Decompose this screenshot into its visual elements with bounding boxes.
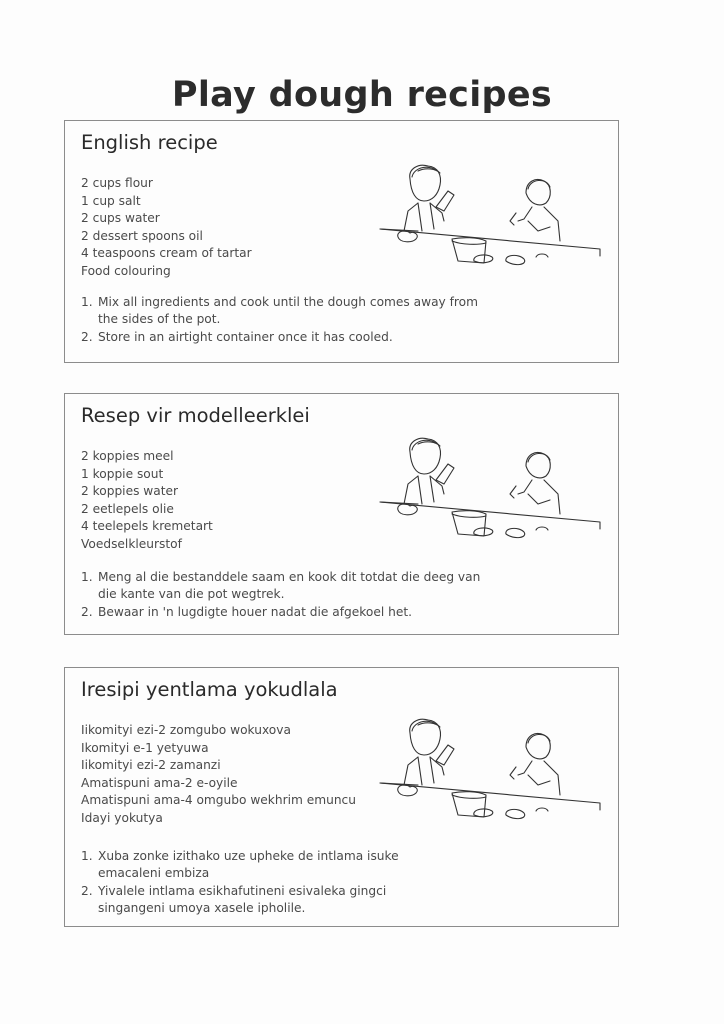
ingredient-item: 1 koppie sout (81, 466, 164, 481)
method-step (81, 604, 501, 621)
method-step (81, 329, 481, 346)
recipe-box-xhosa (64, 667, 619, 927)
children-playing-with-dough-icon (378, 710, 610, 870)
step-number: 1. (81, 295, 93, 309)
step-number: 2. (81, 604, 93, 619)
step-text: Mix all ingredients and cook until the dough comes away from the sides of the pot. (98, 295, 478, 327)
ingredient-item: 1 cup salt (81, 193, 141, 208)
ingredient-item: Ikomityi e-1 yetyuwa (81, 740, 209, 755)
step-number: 2. (81, 883, 93, 898)
step-text: Bewaar in 'n lugdigte houer nadat die afgekoel het. (98, 604, 412, 619)
method-step (81, 883, 411, 918)
ingredient-item: 4 teelepels kremetart (81, 519, 213, 534)
recipe-title: English recipe (81, 131, 218, 154)
step-text: Yivalele intlama esikhafutineni esivaleka gingci singangeni umoya xasele ipholile. (98, 883, 387, 916)
ingredient-item: 2 eetlepels olie (81, 501, 174, 516)
ingredient-item: Idayi yokutya (81, 810, 163, 825)
ingredient-list (81, 448, 213, 554)
page-title: Play dough recipes (171, 75, 553, 116)
step-text: Xuba zonke izithako uze upheke de intlama isuke emacaleni embiza (98, 849, 399, 881)
ingredient-item: Iikomityi ezi-2 zomgubo wokuxova (81, 723, 291, 737)
ingredient-item: Food colouring (81, 263, 171, 278)
recipe-box-afrikaans (64, 393, 619, 635)
step-text: Meng al die bestanddele saam en kook dit totdat die deeg van die kante van die pot wegtrek. (98, 570, 481, 602)
ingredient-item: 4 teaspoons cream of tartar (81, 246, 252, 261)
ingredient-item: Amatispuni ama-2 e-oyile (81, 775, 238, 790)
ingredient-list (81, 175, 252, 281)
ingredient-item: 2 cups flour (81, 176, 153, 190)
ingredient-list (81, 722, 356, 828)
recipe-box-english (64, 120, 619, 363)
ingredient-item: Iikomityi ezi-2 zamanzi (81, 758, 221, 773)
ingredient-item: 2 koppies meel (81, 449, 174, 463)
ingredient-item: 2 cups water (81, 211, 160, 226)
ingredient-item: Amatispuni ama-4 omgubo wekhrim emuncu (81, 793, 356, 808)
ingredient-item: 2 dessert spoons oil (81, 228, 203, 243)
recipe-title: Resep vir modelleerklei (81, 404, 310, 427)
ingredient-item: 2 koppies water (81, 484, 179, 499)
ingredient-item: Voedselkleurstof (81, 536, 182, 551)
method-step (81, 848, 411, 883)
children-playing-with-dough-icon (378, 434, 610, 584)
recipe-title: Iresipi yentlama yokudlala (81, 678, 338, 701)
step-number: 2. (81, 329, 93, 344)
step-number: 1. (81, 849, 93, 863)
step-text: Store in an airtight container once it has cooled. (98, 329, 393, 344)
children-playing-with-dough-icon (378, 161, 610, 311)
step-number: 1. (81, 570, 93, 584)
method-list (81, 848, 411, 918)
